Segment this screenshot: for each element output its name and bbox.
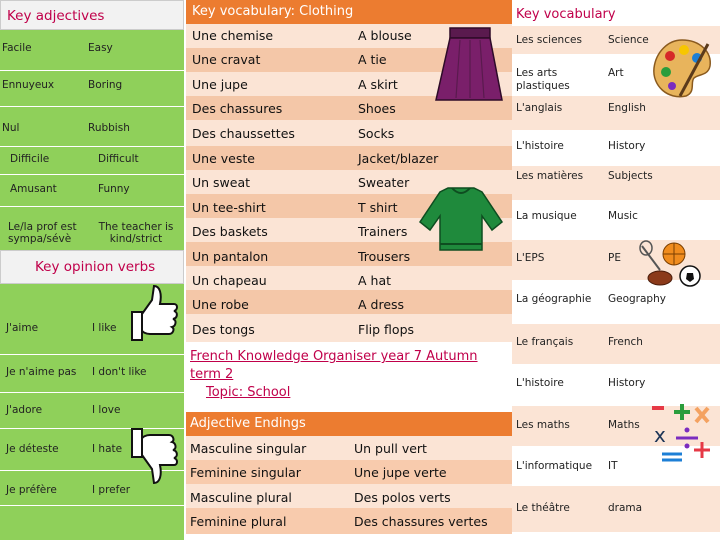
adjectives-title: Key adjectives <box>7 8 105 24</box>
table-row <box>512 486 720 532</box>
opinion-en: I prefer <box>92 484 131 496</box>
vocab-en: French <box>608 336 643 348</box>
vocab-en: PE <box>608 252 621 264</box>
vocab-fr: L'informatique <box>516 460 593 472</box>
adjective-en: The teacher is kind/strict <box>98 221 174 245</box>
clothing-fr: Des chassures <box>192 101 283 116</box>
vocab-fr: Les arts plastiques <box>516 67 570 92</box>
clothing-en: A tie <box>358 52 387 67</box>
divider <box>0 354 184 355</box>
vocab-en: Geography <box>608 293 666 305</box>
table-row <box>186 436 512 460</box>
vocab-fr: La géographie <box>516 293 592 305</box>
adjectives-panel <box>0 0 184 540</box>
table-row <box>186 508 512 534</box>
sweater-icon <box>418 182 504 254</box>
vocab-fr: L'EPS <box>516 252 545 264</box>
opinion-en: I hate <box>92 443 123 455</box>
ending-type: Feminine plural <box>190 514 287 529</box>
clothing-fr: Une jupe <box>192 77 248 92</box>
ending-type: Masculine singular <box>190 441 307 456</box>
vocab-fr: Les maths <box>516 419 570 431</box>
adjective-en: Easy <box>88 42 113 54</box>
divider <box>0 505 184 506</box>
divider <box>0 106 184 107</box>
clothing-fr: Des chaussettes <box>192 126 295 141</box>
divider <box>0 146 184 147</box>
table-row <box>186 460 512 484</box>
vocab-en: Maths <box>608 419 640 431</box>
adjective-fr: Difficile <box>10 153 50 165</box>
clothing-fr: Une robe <box>192 297 249 312</box>
organiser-line-3: Topic: School <box>206 385 291 400</box>
adjective-fr: Facile <box>2 42 32 54</box>
divider <box>0 174 184 175</box>
table-row <box>512 166 720 200</box>
vocab-en: Art <box>608 67 624 79</box>
table-row <box>186 314 512 342</box>
ending-example: Des polos verts <box>354 490 451 505</box>
opinion-en: I don't like <box>92 366 147 378</box>
svg-text:x: x <box>654 423 666 447</box>
organiser-title <box>190 348 490 402</box>
maths-symbols-icon <box>648 400 714 462</box>
sports-balls-icon <box>638 240 702 290</box>
table-row <box>186 266 512 290</box>
vocab-en: History <box>608 377 646 389</box>
vocab-fr: L'anglais <box>516 102 563 114</box>
table-row <box>512 96 720 130</box>
ending-type: Feminine singular <box>190 465 301 480</box>
adjective-fr: Nul <box>2 122 20 134</box>
clothing-en: Flip flops <box>358 322 415 337</box>
clothing-en: Sweater <box>358 175 410 190</box>
vocab-en: Subjects <box>608 170 653 182</box>
skirt-icon <box>434 26 504 104</box>
clothing-title: Key vocabulary: Clothing <box>192 4 354 19</box>
clothing-en: A blouse <box>358 28 412 43</box>
thumbs-up-icon <box>128 282 180 344</box>
divider <box>0 206 184 207</box>
adjective-fr: Ennuyeux <box>2 79 55 91</box>
opinion-fr: Je n'aime pas <box>6 366 77 378</box>
clothing-en: Jacket/blazer <box>358 151 439 166</box>
clothing-en: Trousers <box>358 249 411 264</box>
adjectives-header <box>0 0 184 30</box>
ending-example: Un pull vert <box>354 441 427 456</box>
opinion-en: I love <box>92 404 121 416</box>
clothing-en: T shirt <box>358 200 398 215</box>
opinion-fr: Je préfère <box>6 484 57 496</box>
opinions-title: Key opinion verbs <box>35 259 156 275</box>
vocab-en: IT <box>608 460 618 472</box>
opinion-en: I like <box>92 322 117 334</box>
vocab-en: Science <box>608 34 649 46</box>
vocab-fr: Le français <box>516 336 574 348</box>
clothing-fr: Un chapeau <box>192 273 267 288</box>
vocab-fr: La musique <box>516 210 577 222</box>
clothing-fr: Des baskets <box>192 224 268 239</box>
clothing-en: Socks <box>358 126 395 141</box>
clothing-en: A skirt <box>358 77 398 92</box>
vocab-fr: L'histoire <box>516 140 564 152</box>
divider <box>0 70 184 71</box>
opinion-fr: Je déteste <box>6 443 59 455</box>
adjective-endings-header <box>186 412 512 436</box>
clothing-fr: Un pantalon <box>192 249 269 264</box>
paint-palette-icon <box>650 36 714 100</box>
clothing-fr: Une veste <box>192 151 255 166</box>
table-row <box>512 324 720 364</box>
opinions-header <box>0 250 184 284</box>
adjective-en: Boring <box>88 79 123 91</box>
organiser-line-1: French Knowledge Organiser year 7 Autumn <box>190 349 478 364</box>
ending-example: Des chassures vertes <box>354 514 488 529</box>
table-row <box>186 120 512 146</box>
vocab-en: Music <box>608 210 638 222</box>
adjective-en: Difficult <box>98 153 139 165</box>
clothing-en: A hat <box>358 273 392 288</box>
table-row <box>512 130 720 166</box>
ending-type: Masculine plural <box>190 490 292 505</box>
thumbs-down-icon <box>128 425 180 487</box>
vocab-en: History <box>608 140 646 152</box>
adjective-fr: Amusant <box>10 183 57 195</box>
clothing-en: Trainers <box>358 224 408 239</box>
adjective-fr: Le/la prof est sympa/sévè <box>8 221 77 245</box>
ending-example: Une jupe verte <box>354 465 447 480</box>
table-row <box>186 146 512 170</box>
table-row <box>512 200 720 240</box>
organiser-line-2: term 2 <box>190 367 234 382</box>
opinion-fr: J'aime <box>6 322 39 334</box>
clothing-fr: Un sweat <box>192 175 251 190</box>
vocabulary-title: Key vocabulary <box>516 7 616 22</box>
vocab-fr: Les matières <box>516 170 584 182</box>
table-row <box>186 484 512 508</box>
clothing-header <box>186 0 512 24</box>
vocabulary-header <box>512 0 720 26</box>
table-row <box>186 290 512 314</box>
adjective-en: Funny <box>98 183 130 195</box>
vocab-fr: L'histoire <box>516 377 564 389</box>
vocab-fr: Les sciences <box>516 34 582 46</box>
clothing-fr: Un tee-shirt <box>192 200 266 215</box>
adjective-en: Rubbish <box>88 122 130 134</box>
vocab-en: English <box>608 102 646 114</box>
clothing-en: A dress <box>358 297 405 312</box>
clothing-fr: Une cravat <box>192 52 261 67</box>
clothing-en: Shoes <box>358 101 396 116</box>
divider <box>0 392 184 393</box>
opinion-fr: J'adore <box>6 404 43 416</box>
vocab-en: drama <box>608 502 643 514</box>
clothing-fr: Des tongs <box>192 322 255 337</box>
adjective-endings-title: Adjective Endings <box>190 416 306 431</box>
vocab-fr: Le théâtre <box>516 502 570 514</box>
clothing-fr: Une chemise <box>192 28 274 43</box>
